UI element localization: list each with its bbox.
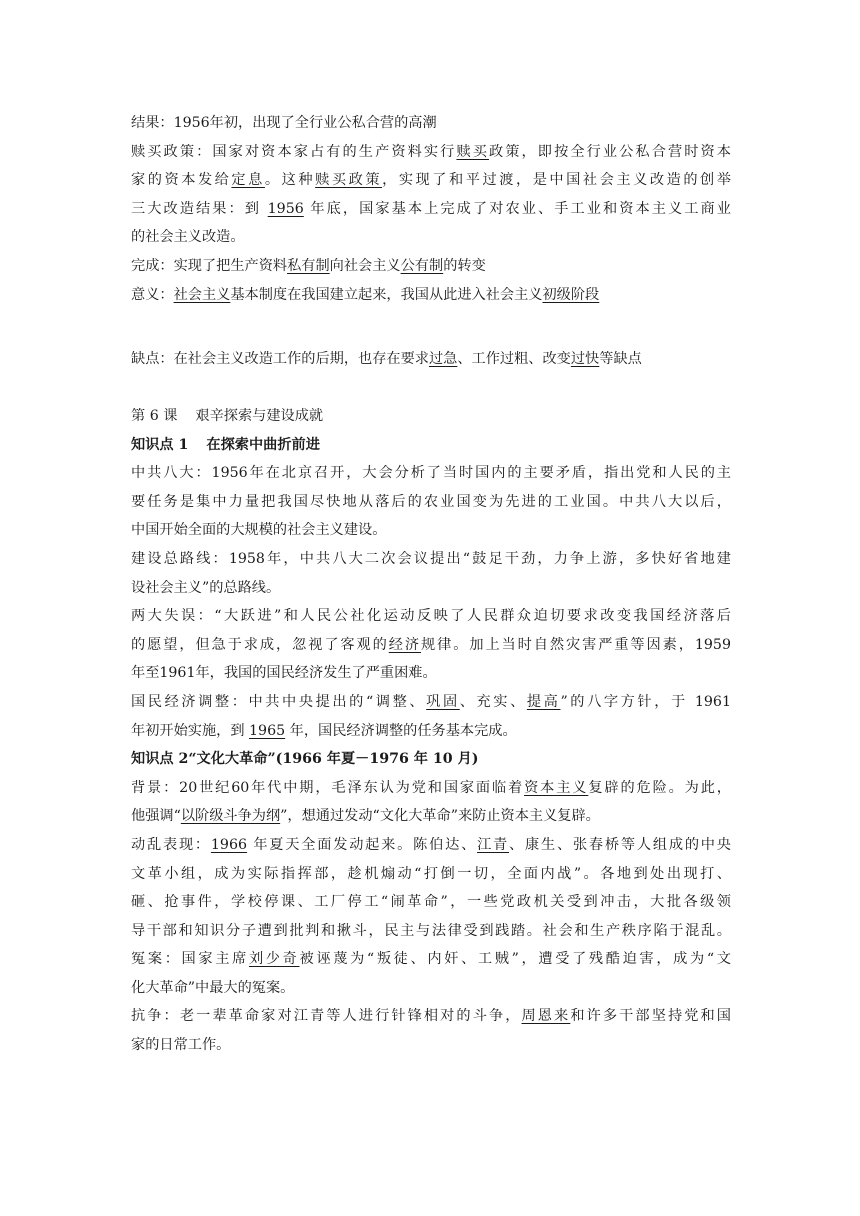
paragraph-line (131, 831, 731, 860)
underlined-term: 公有制 (400, 257, 444, 274)
paragraph-line (131, 631, 731, 660)
text-run: 缺点：在社会主义改造工作的后期，也存在要求 (131, 351, 429, 367)
text-run: 背景：20世纪60年代中期，毛泽东认为党和国家面临着 (131, 779, 525, 796)
text-run: 他强调“ (131, 808, 181, 825)
section-transformation-result (131, 109, 731, 309)
underlined-term: 经济 (388, 636, 421, 653)
paragraph-line (131, 1031, 731, 1060)
knowledge-point-title: 知识点 2“文化大革命”(1966 年夏－1976 年 10 月) (131, 751, 479, 768)
lesson-heading (131, 402, 731, 431)
paragraph-line (131, 252, 731, 281)
paragraph-line (131, 459, 731, 488)
paragraph-line (131, 488, 731, 517)
underlined-term: 巩固 (426, 693, 460, 710)
text-run: 抗争：老一辈革命家对江青等人进行针锋相对的斗争， (131, 1008, 522, 1025)
paragraph-line (131, 138, 731, 167)
text-run: 结果：1956年初，出现了全行业公私合营的高潮 (131, 115, 437, 131)
paragraph-line (131, 602, 731, 631)
paragraph-line (131, 717, 731, 746)
knowledge-point-label: 知识点 1 (131, 436, 189, 453)
paragraph-line (131, 195, 731, 224)
paragraph-line (131, 1002, 731, 1031)
paragraph-line (131, 888, 731, 917)
underlined-term: 提高 (526, 693, 561, 710)
text-run: 的愿望，但急于求成，忽视了客观的 (131, 636, 389, 653)
section-shortcomings (131, 345, 731, 374)
paragraph-line (131, 166, 731, 195)
text-run: 导干部和知识分子遭到批判和揪斗，民主与法律受到践踏。社会和生产秩序陷于混乱。 (131, 922, 731, 939)
text-run: 中国开始全面的大规模的社会主义建设。 (131, 522, 387, 539)
text-run: 意义： (131, 286, 174, 303)
text-run: 、康生、张春桥等人组成的中央 (509, 836, 731, 853)
text-run: 家的日常工作。 (131, 1037, 231, 1054)
text-run: 向社会主义 (329, 257, 401, 274)
text-run: 国民经济调整：中共中央提出的“调整、 (131, 693, 427, 710)
text-run: 两大失误：“大跃进”和人民公社化运动反映了人民群众迫切要求改变我国经济落后 (131, 608, 731, 625)
text-run: 的社会主义改造。 (131, 229, 245, 246)
paragraph-line (131, 974, 731, 1003)
text-run: 文革小组，成为实际指挥部，趁机煽动“打倒一切，全面内战”。各地到处出现打、 (131, 865, 731, 882)
underlined-term: 资本主义 (524, 779, 589, 796)
underlined-term: 1965 (249, 722, 286, 739)
text-run: ，实现了和平过渡，是中国社会主义改造的创举 (382, 172, 731, 189)
underlined-term: 过急 (428, 351, 458, 367)
text-run: 的转变 (443, 257, 486, 274)
text-run: 和许多干部坚持党和国 (570, 1008, 731, 1025)
lesson-number: 第 6 课 (131, 408, 178, 424)
text-run: 赎买政策：国家对资本家占有的生产资料实行 (131, 143, 457, 160)
text-run: ”的八字方针，于 1961 (560, 693, 731, 710)
text-run: 砸、抢事件，学校停课、工厂停工“闹革命”，一些党政机关受到冲击，大批各级领 (131, 894, 731, 911)
text-run: 家的资本发给 (131, 172, 232, 189)
text-run: 政策，即按全行业公私合营时资本 (488, 143, 731, 160)
underlined-term: 赎买政策 (315, 172, 383, 189)
paragraph-line (131, 802, 731, 831)
paragraph-line (131, 945, 731, 974)
text-run: 中共八大：1956年在北京召开，大会分析了当时国内的主要矛盾，指出党和人民的主 (131, 465, 731, 482)
text-run: 基本制度在我国建立起来，我国从此进入社会主义 (230, 286, 543, 303)
paragraph-line (131, 774, 731, 803)
underlined-term: 过快 (570, 351, 600, 367)
text-run: 、工作过粗、改变 (457, 351, 571, 367)
underlined-term: 江青 (477, 836, 510, 853)
text-run: 等缺点 (599, 351, 642, 367)
text-run: 要任务是集中力量把我国尽快地从落后的农业国变为先进的工业国。中共八大以后， (131, 493, 731, 510)
text-run: 动乱表现： (131, 836, 211, 853)
paragraph-line (131, 223, 731, 252)
paragraph-line (131, 574, 731, 603)
text-run: 被诬蔑为“叛徒、内奸、工贼”，遭受了残酷迫害，成为“文 (299, 951, 731, 968)
underlined-term: 刘少奇 (248, 951, 300, 968)
text-run: 年夏天全面发动起来。陈伯达、 (247, 836, 478, 853)
underlined-term: 1956 (267, 200, 304, 217)
text-run: ”，想通过发动“文化大革命”来防止资本主义复辟。 (280, 808, 600, 825)
text-run: 设社会主义”的总路线。 (131, 579, 281, 596)
underlined-term: 周恩来 (521, 1008, 571, 1025)
text-run: 规律。加上当时自然灾害严重等因素，1959 (421, 636, 731, 653)
paragraph-line (131, 545, 731, 574)
knowledge-point-heading (131, 745, 731, 774)
underlined-term: 私有制 (287, 257, 330, 274)
text-run: 化大革命”中最大的冤案。 (131, 979, 295, 996)
paragraph-line (131, 516, 731, 545)
underlined-term: 1966 (210, 836, 248, 853)
paragraph-line (131, 109, 731, 138)
text-run: 、充实、 (459, 693, 527, 710)
text-run: 建设总路线：1958年，中共八大二次会议提出“鼓足干劲，力争上游，多快好省地建 (131, 550, 731, 567)
paragraph-line (131, 860, 731, 889)
knowledge-point-heading (131, 431, 731, 460)
text-run: 年初开始实施，到 (131, 722, 250, 739)
text-run: 年至1961年，我国的国民经济发生了严重困难。 (131, 665, 437, 682)
text-run: 完成：实现了把生产资料 (131, 257, 288, 274)
paragraph-line (131, 917, 731, 946)
text-run: 复辟的危险。为此， (588, 779, 731, 796)
section-lesson-6 (131, 402, 731, 1060)
text-run: 冤案：国家主席 (131, 951, 249, 968)
knowledge-point-title: 在探索中曲折前进 (206, 436, 320, 453)
underlined-term: 以阶级斗争为纲 (180, 808, 281, 825)
lesson-title: 艰辛探索与建设成就 (195, 408, 324, 424)
paragraph-line (131, 345, 731, 374)
text-run: 年底，国家基本上完成了对农业、手工业和资本主义工商业 (303, 200, 731, 217)
paragraph-line (131, 659, 731, 688)
text-run: 三大改造结果：到 (131, 200, 268, 217)
text-run: 。这种 (264, 172, 316, 189)
underlined-term: 定息 (231, 172, 265, 189)
underlined-term: 赎买 (456, 143, 489, 160)
paragraph-line (131, 688, 731, 717)
paragraph-line (131, 281, 731, 310)
text-run: 年，国民经济调整的任务基本完成。 (285, 722, 517, 739)
underlined-term: 初级阶段 (542, 286, 600, 303)
underlined-term: 社会主义 (173, 286, 231, 303)
